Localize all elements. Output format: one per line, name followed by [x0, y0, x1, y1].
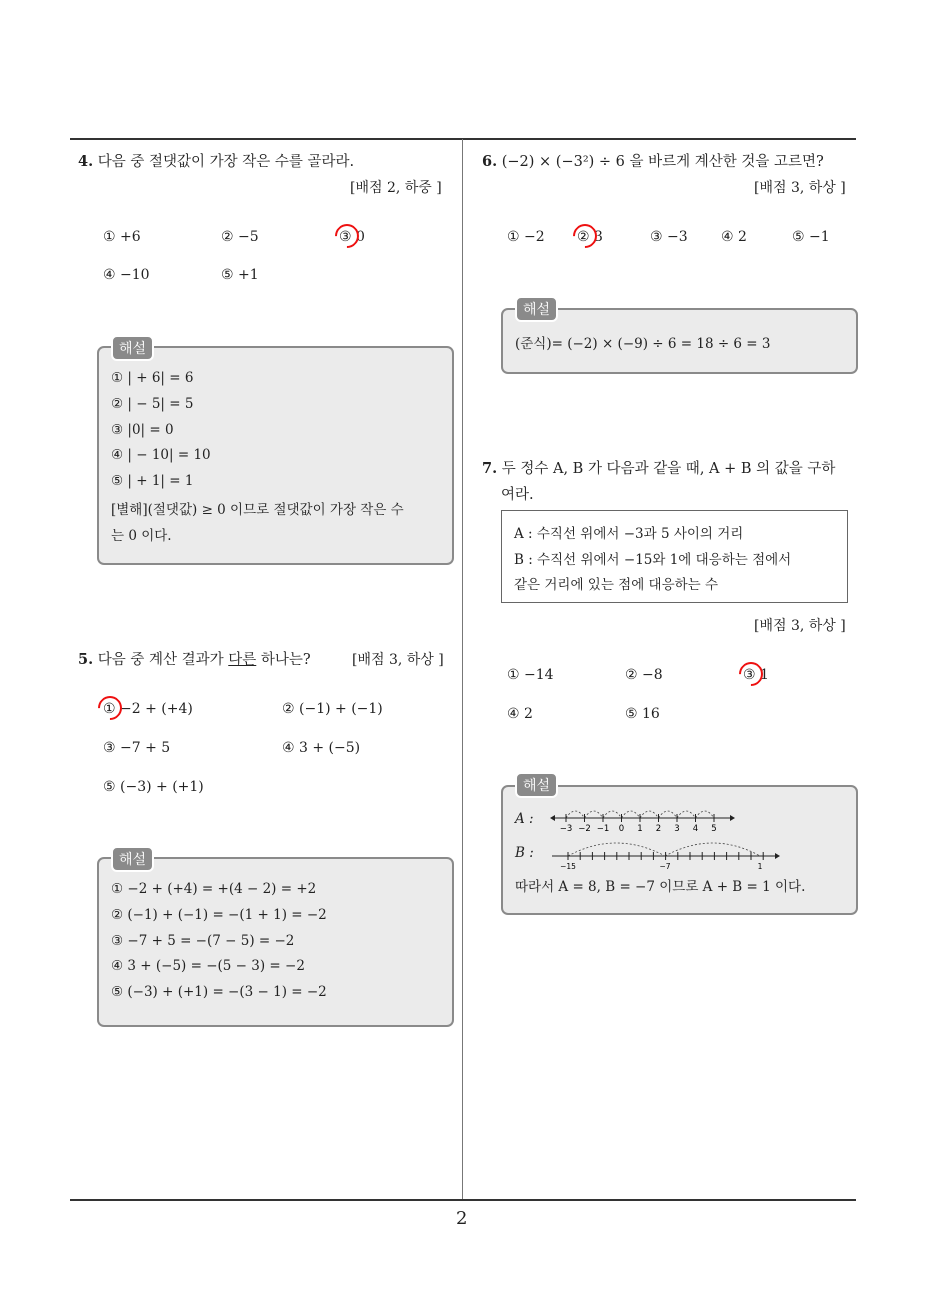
q5-sol-line: ③ −7 + 5 = −(7 − 5) = −2	[111, 933, 295, 949]
q7-option-3[interactable]: ③ 1	[743, 667, 769, 683]
q5-answer-mark-icon	[93, 691, 127, 725]
tick-label: 3	[674, 824, 680, 834]
tick-label: 4	[692, 824, 699, 834]
q7-option-1[interactable]: ① −14	[507, 667, 554, 683]
q5-sol-line: ④ 3 + (−5) = −(5 − 3) = −2	[111, 958, 305, 974]
q6-solution-tag: 해설	[515, 296, 558, 322]
q7-condition-line: B : 수직선 위에서 −15와 1에 대응하는 점에서	[514, 552, 792, 568]
q6-option-4[interactable]: ④ 2	[721, 229, 747, 245]
question-text-b: 하나는?	[256, 652, 311, 668]
q6-option-5[interactable]: ⑤ −1	[792, 229, 830, 245]
hop-arc	[640, 811, 659, 818]
column-divider	[462, 139, 463, 1201]
hop-arc	[677, 811, 696, 818]
q4-option-2[interactable]: ② −5	[221, 229, 259, 245]
tick-label: 2	[655, 824, 662, 834]
hop-arc	[603, 811, 622, 818]
q4-sol-line: ④ | − 10| = 10	[111, 447, 211, 463]
tick-label: 5	[711, 824, 717, 834]
top-rule	[70, 138, 856, 140]
hop-arc	[585, 811, 604, 818]
q4-solution-tag: 해설	[111, 335, 154, 361]
q5-score: [배점 3, 하상 ]	[352, 652, 444, 668]
q6-option-1[interactable]: ① −2	[507, 229, 545, 245]
number-line-b	[550, 832, 780, 872]
question-text-a: 다음 중 계산 결과가	[97, 652, 229, 668]
q5-option-1[interactable]: ① −2 + (+4)	[103, 701, 193, 717]
q4-answer-mark-icon	[330, 219, 364, 253]
number-line-a	[550, 800, 735, 834]
hop-arc	[659, 811, 678, 818]
q6-option-2[interactable]: ② 3	[577, 229, 603, 245]
tick-label: −7	[659, 862, 671, 871]
q4-sol-line: ① | + 6| = 6	[111, 370, 194, 386]
q6-option-3[interactable]: ③ −3	[650, 229, 688, 245]
q7-score: [배점 3, 하상 ]	[754, 618, 846, 634]
q7-option-5[interactable]: ⑤ 16	[625, 706, 660, 722]
q6-sol-line: (준식)= (−2) × (−9) ÷ 6 = 18 ÷ 6 = 3	[515, 336, 771, 352]
q7-sol-a-label: A :	[515, 811, 534, 827]
question-text: (−2) × (−3²) ÷ 6 을 바르게 계산한 것을 고르면?	[501, 154, 824, 170]
q4-sol-line: [별해](절댓값) ≥ 0 이므로 절댓값이 가장 작은 수	[111, 502, 404, 518]
question-text-underlined: 다른	[228, 652, 257, 668]
arc-right	[665, 843, 760, 856]
question-4	[78, 150, 354, 171]
q7-sol-b-label: B :	[515, 845, 534, 861]
q4-option-5[interactable]: ⑤ +1	[221, 267, 259, 283]
q7-option-4[interactable]: ④ 2	[507, 706, 533, 722]
tick-label: −2	[578, 824, 591, 834]
q4-option-4[interactable]: ④ −10	[103, 267, 150, 283]
q5-sol-line: ⑤ (−3) + (+1) = −(3 − 1) = −2	[111, 984, 327, 1000]
q7-answer-mark-icon	[734, 657, 768, 691]
hop-arc	[566, 811, 585, 818]
q7-sol-conclusion: 따라서 A = 8, B = −7 이므로 A + B = 1 이다.	[515, 879, 806, 895]
tick-label: 0	[618, 824, 625, 834]
question-6	[482, 150, 824, 171]
q4-sol-line: ③ |0| = 0	[111, 422, 174, 438]
question-5	[78, 648, 311, 669]
q7-condition-line: 같은 거리에 있는 점에 대응하는 수	[514, 577, 719, 593]
q5-option-2[interactable]: ② (−1) + (−1)	[282, 701, 383, 717]
question-number: 6.	[482, 153, 498, 170]
q4-option-1[interactable]: ① +6	[103, 229, 141, 245]
question-number: 4.	[78, 153, 94, 170]
question-number: 7.	[482, 460, 498, 477]
q6-score: [배점 3, 하상 ]	[754, 180, 846, 196]
q6-answer-mark-icon	[568, 219, 602, 253]
q7-option-2[interactable]: ② −8	[625, 667, 663, 683]
question-7-cont: 여라.	[501, 487, 534, 503]
question-text: 두 정수 A, B 가 다음과 같을 때, A + B 의 값을 구하	[501, 461, 836, 477]
q4-option-3[interactable]: ③ 0	[339, 229, 365, 245]
q7-condition-line: A : 수직선 위에서 −3과 5 사이의 거리	[514, 526, 744, 542]
q4-sol-line: 는 0 이다.	[111, 528, 172, 544]
q5-sol-line: ① −2 + (+4) = +(4 − 2) = +2	[111, 881, 317, 897]
page-number: 2	[456, 1208, 468, 1229]
bottom-rule	[70, 1199, 856, 1201]
q5-sol-line: ② (−1) + (−1) = −(1 + 1) = −2	[111, 907, 327, 923]
tick-label: −3	[559, 824, 573, 834]
tick-label: 1	[637, 824, 643, 834]
q5-option-4[interactable]: ④ 3 + (−5)	[282, 740, 361, 756]
hop-arc	[696, 811, 715, 818]
q7-solution-tag: 해설	[515, 772, 558, 798]
q4-sol-line: ② | − 5| = 5	[111, 396, 194, 412]
question-number: 5.	[78, 651, 94, 668]
q4-sol-line: ⑤ | + 1| = 1	[111, 473, 194, 489]
tick-label: −15	[560, 862, 576, 871]
q5-option-5[interactable]: ⑤ (−3) + (+1)	[103, 779, 204, 795]
question-7	[482, 457, 835, 478]
question-text: 다음 중 절댓값이 가장 작은 수를 골라라.	[97, 154, 355, 170]
tick-label: −1	[596, 824, 610, 834]
hop-arc	[622, 811, 641, 818]
q5-solution-tag: 해설	[111, 846, 154, 872]
q5-option-3[interactable]: ③ −7 + 5	[103, 740, 171, 756]
tick-label: 1	[757, 862, 763, 871]
q4-score: [배점 2, 하중 ]	[350, 180, 442, 196]
